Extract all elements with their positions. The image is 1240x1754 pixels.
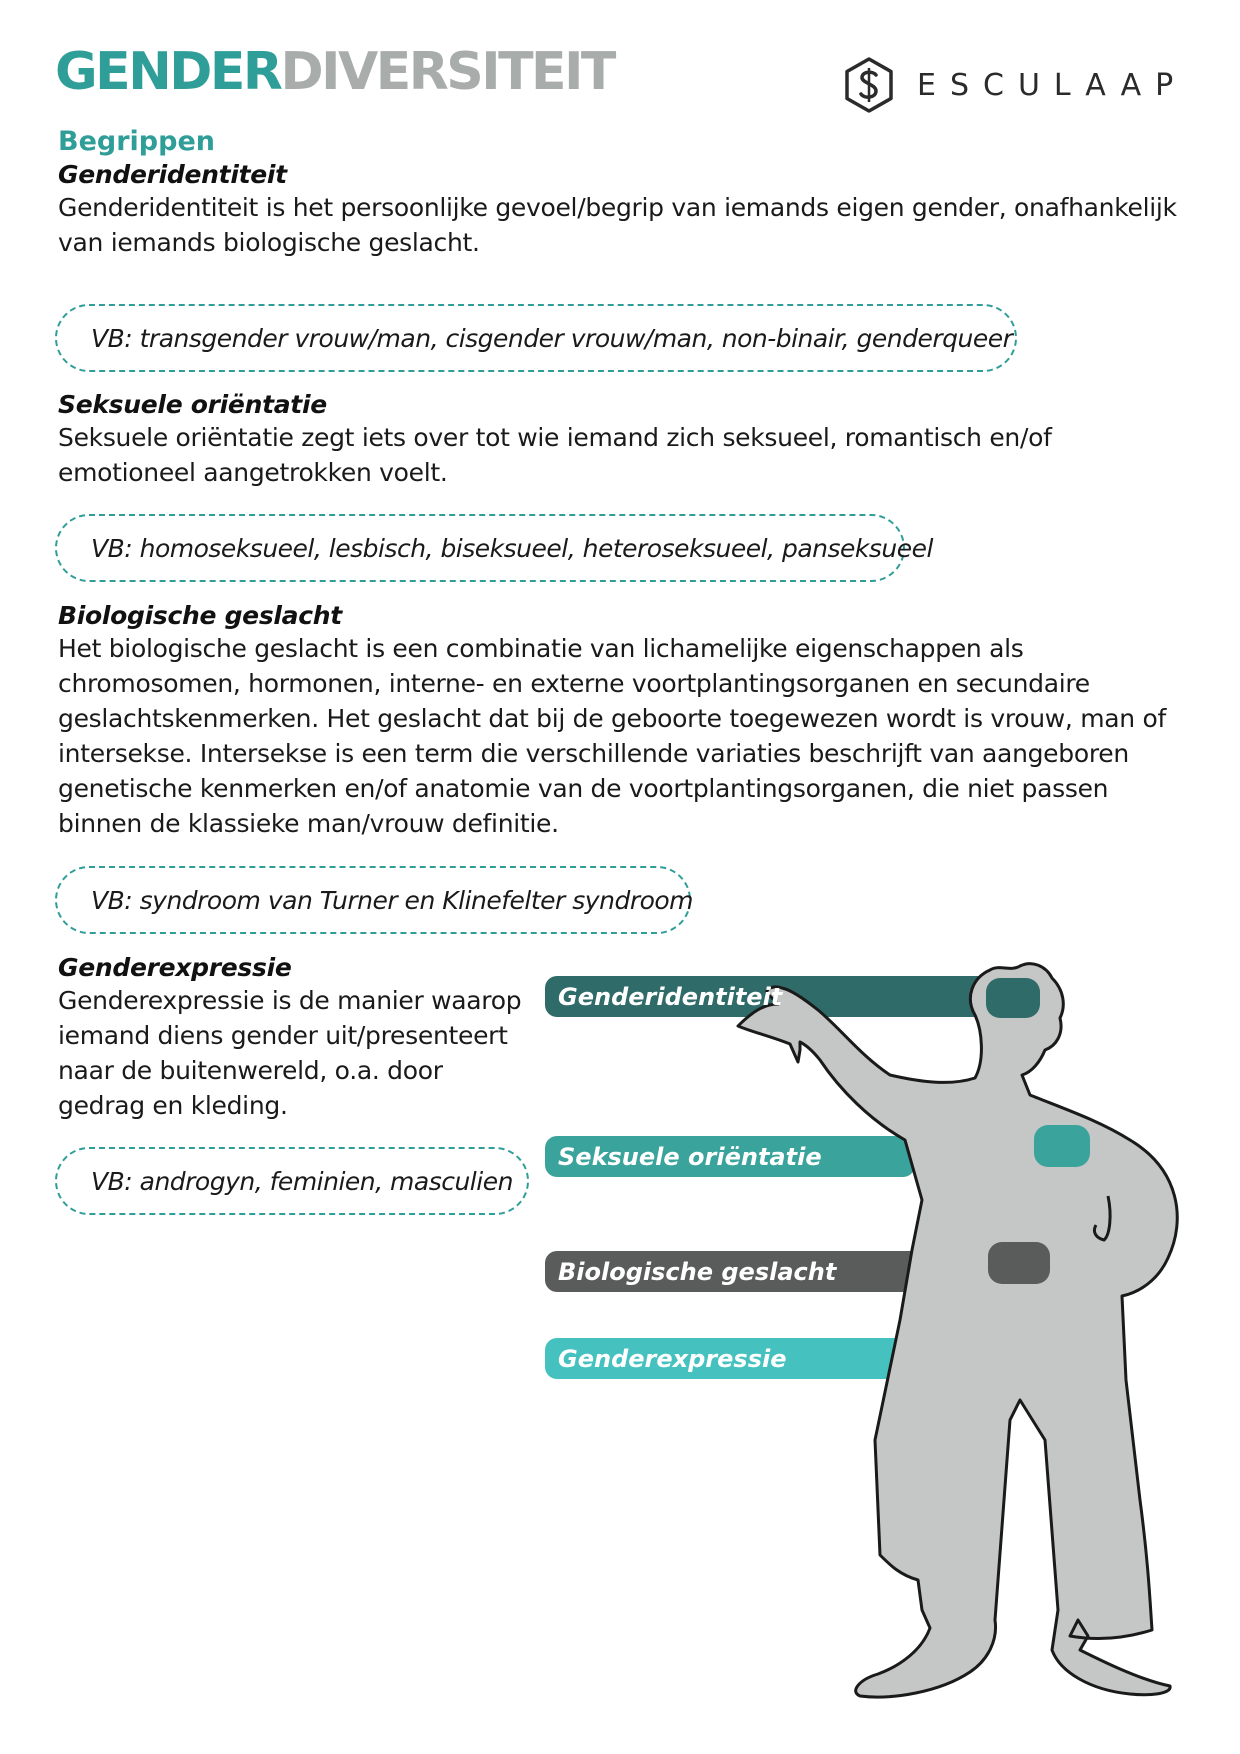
example-text: VB: transgender vrouw/man, cisgender vrouw/man, non-binair, genderqueer xyxy=(91,323,1013,353)
logo-text: ESCULAAP xyxy=(917,67,1188,103)
marker-pelvis-biologische-geslacht xyxy=(988,1242,1050,1284)
term-text-biologische-geslacht: Het biologische geslacht is een combinatie van lichamelijke eigenschappen als chromosomen, hormonen, interne- en externe voortplantingsorganen en secundaire geslachtskenmerken. Het geslacht dat bij de geboorte toegewezen wordt is vrouw, man of intersekse. Intersekse is een term die verschillende variaties beschrijft van aangeboren genetische kenmerken en/of anatomie van de voortplantingsorganen, die niet passen binnen de klassieke man/vrouw definitie. xyxy=(58,634,1166,838)
label-genderexpressie: Genderexpressie xyxy=(558,1345,787,1373)
example-text: VB: androgyn, feminien, masculien xyxy=(91,1166,513,1196)
example-text: VB: homoseksueel, lesbisch, biseksueel, heteroseksueel, panseksueel xyxy=(91,533,933,563)
title-diversiteit: DIVERSITEIT xyxy=(280,42,614,102)
term-heading-biologische-geslacht: Biologische geslacht xyxy=(58,601,342,630)
person-silhouette xyxy=(738,964,1177,1697)
term-heading-seksuele-orientatie: Seksuele oriëntatie xyxy=(58,390,327,419)
term-heading-genderexpressie: Genderexpressie xyxy=(58,953,292,982)
label-seksuele-orientatie: Seksuele oriëntatie xyxy=(558,1143,822,1171)
term-text-genderexpressie: Genderexpressie is de manier waarop iemand diens gender uit/presenteert naar de buitenwereld, o.a. door gedrag en kleding. xyxy=(58,986,522,1120)
marker-heart-seksuele-orientatie xyxy=(1034,1125,1090,1167)
title-gender: GENDER xyxy=(55,42,281,102)
marker-head-genderidentiteit xyxy=(986,978,1040,1018)
example-text: VB: syndroom van Turner en Klinefelter syndroom xyxy=(91,885,694,915)
term-text-seksuele-orientatie: Seksuele oriëntatie zegt iets over tot wie iemand zich seksueel, romantisch en/of emotioneel aangetrokken voelt. xyxy=(58,423,1052,487)
term-text-genderidentiteit: Genderidentiteit is het persoonlijke gevoel/begrip van iemands eigen gender, onafhankelijk van iemands biologische geslacht. xyxy=(58,193,1177,257)
section-title: Begrippen xyxy=(58,126,215,157)
term-heading-genderidentiteit: Genderidentiteit xyxy=(58,160,287,189)
label-biologische-geslacht: Biologische geslacht xyxy=(558,1258,837,1286)
label-genderidentiteit: Genderidentiteit xyxy=(558,983,783,1011)
